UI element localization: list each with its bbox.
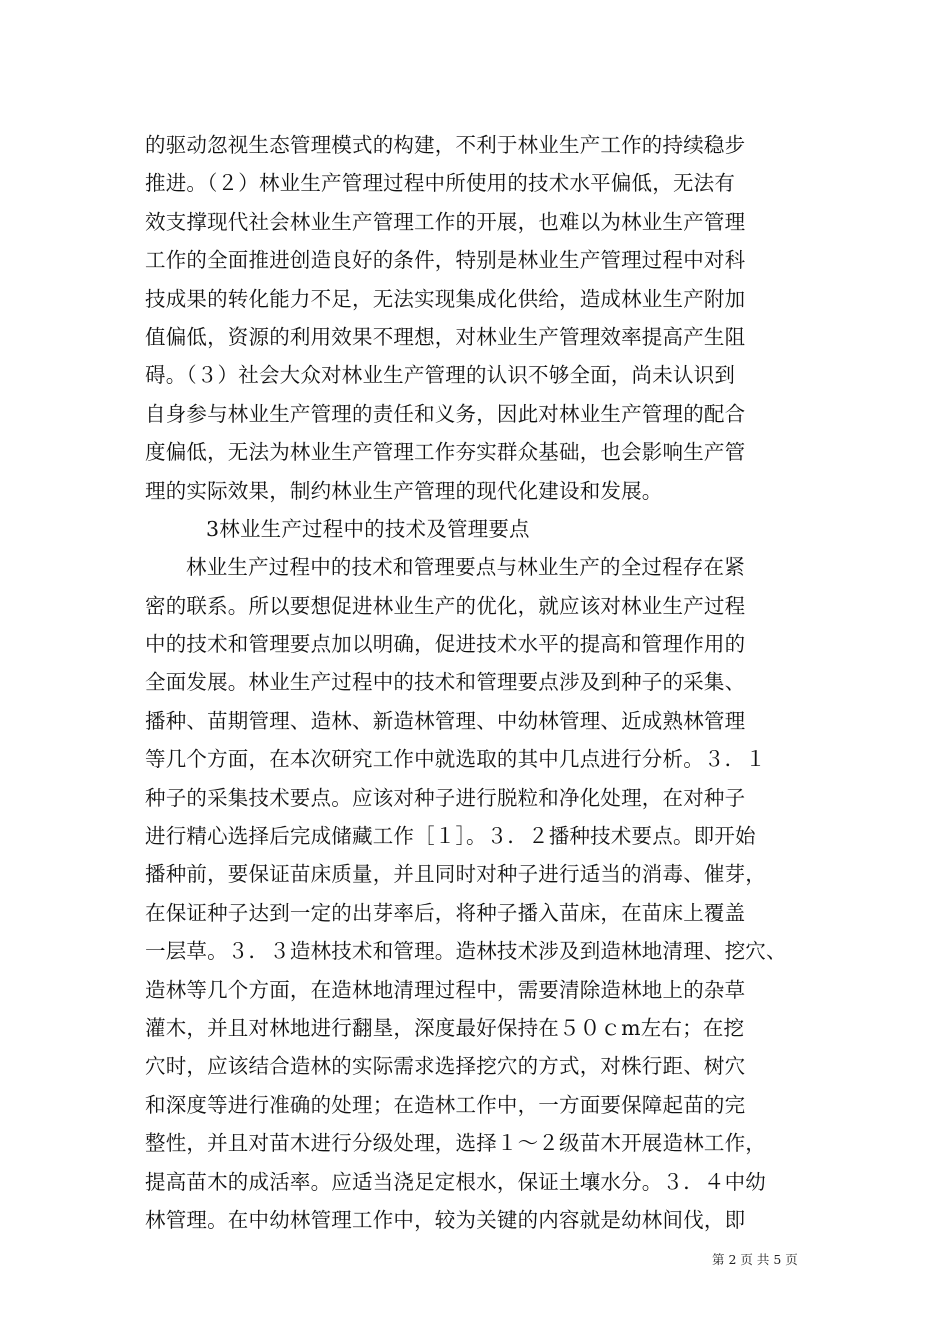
text-line: 密的联系。所以要想促进林业生产的优化，就应该对林业生产过程 bbox=[145, 593, 746, 618]
page-number: 第 2 页 共 5 页 bbox=[712, 1252, 798, 1267]
text-line: 效支撑现代社会林业生产管理工作的开展，也难以为林业生产管理 bbox=[145, 209, 746, 234]
text-line: 理的实际效果，制约林业生产管理的现代化建设和发展。 bbox=[145, 478, 663, 503]
text-line: 提高苗木的成活率。应适当浇足定根水，保证土壤水分。３．４中幼 bbox=[145, 1169, 766, 1194]
text-line: 林管理。在中幼林管理工作中，较为关键的内容就是幼林间伐，即 bbox=[145, 1207, 746, 1232]
text-line: 工作的全面推进创造良好的条件，特别是林业生产管理过程中对科 bbox=[145, 248, 746, 273]
text-line: 进行精心选择后完成储藏工作［１］。３．２播种技术要点。即开始 bbox=[145, 824, 756, 849]
text-line: 一层草。３．３造林技术和管理。造林技术涉及到造林地清理、挖穴、 bbox=[145, 939, 787, 964]
text-line: 技成果的转化能力不足，无法实现集成化供给，造成林业生产附加 bbox=[145, 286, 746, 311]
text-line: 林业生产过程中的技术和管理要点与林业生产的全过程存在紧 bbox=[186, 555, 745, 580]
text-line: 播种、苗期管理、造林、新造林管理、中幼林管理、近成熟林管理 bbox=[145, 708, 746, 733]
text-line: 碍。（３）社会大众对林业生产管理的认识不够全面，尚未认识到 bbox=[145, 363, 736, 388]
text-line: 等几个方面，在本次研究工作中就选取的其中几点进行分析。３．１ bbox=[145, 747, 766, 772]
text-line: 种子的采集技术要点。应该对种子进行脱粒和净化处理，在对种子 bbox=[145, 785, 746, 810]
text-line: 播种前，要保证苗床质量，并且同时对种子进行适当的消毒、催芽， bbox=[145, 862, 766, 887]
text-line: 整性，并且对苗木进行分级处理，选择１～２级苗木开展造林工作， bbox=[145, 1131, 766, 1156]
text-line: 自身参与林业生产管理的责任和义务，因此对林业生产管理的配合 bbox=[145, 401, 746, 426]
text-line: 中的技术和管理要点加以明确，促进技术水平的提高和管理作用的 bbox=[145, 632, 746, 657]
text-line: 推进。（２）林业生产管理过程中所使用的技术水平偏低，无法有 bbox=[145, 171, 736, 196]
text-line: 值偏低，资源的利用效果不理想，对林业生产管理效率提高产生阻 bbox=[145, 324, 746, 349]
text-line: 灌木，并且对林地进行翻垦，深度最好保持在５０ｃm左右；在挖 bbox=[145, 1015, 745, 1040]
text-line: 和深度等进行准确的处理；在造林工作中，一方面要保障起苗的完 bbox=[145, 1092, 746, 1117]
text-line: 全面发展。林业生产过程中的技术和管理要点涉及到种子的采集、 bbox=[145, 670, 746, 695]
text-line: 在保证种子达到一定的出芽率后，将种子播入苗床，在苗床上覆盖 bbox=[145, 900, 746, 925]
section-heading: 3林业生产过程中的技术及管理要点 bbox=[206, 516, 530, 541]
text-line: 穴时，应该结合造林的实际需求选择挖穴的方式，对株行距、树穴 bbox=[145, 1054, 746, 1079]
text-line: 的驱动忽视生态管理模式的构建，不利于林业生产工作的持续稳步 bbox=[145, 133, 746, 157]
body-text bbox=[145, 126, 815, 1239]
text-line: 造林等几个方面，在造林地清理过程中，需要清除造林地上的杂草 bbox=[145, 977, 746, 1002]
text-line: 度偏低，无法为林业生产管理工作夯实群众基础，也会影响生产管 bbox=[145, 440, 746, 465]
